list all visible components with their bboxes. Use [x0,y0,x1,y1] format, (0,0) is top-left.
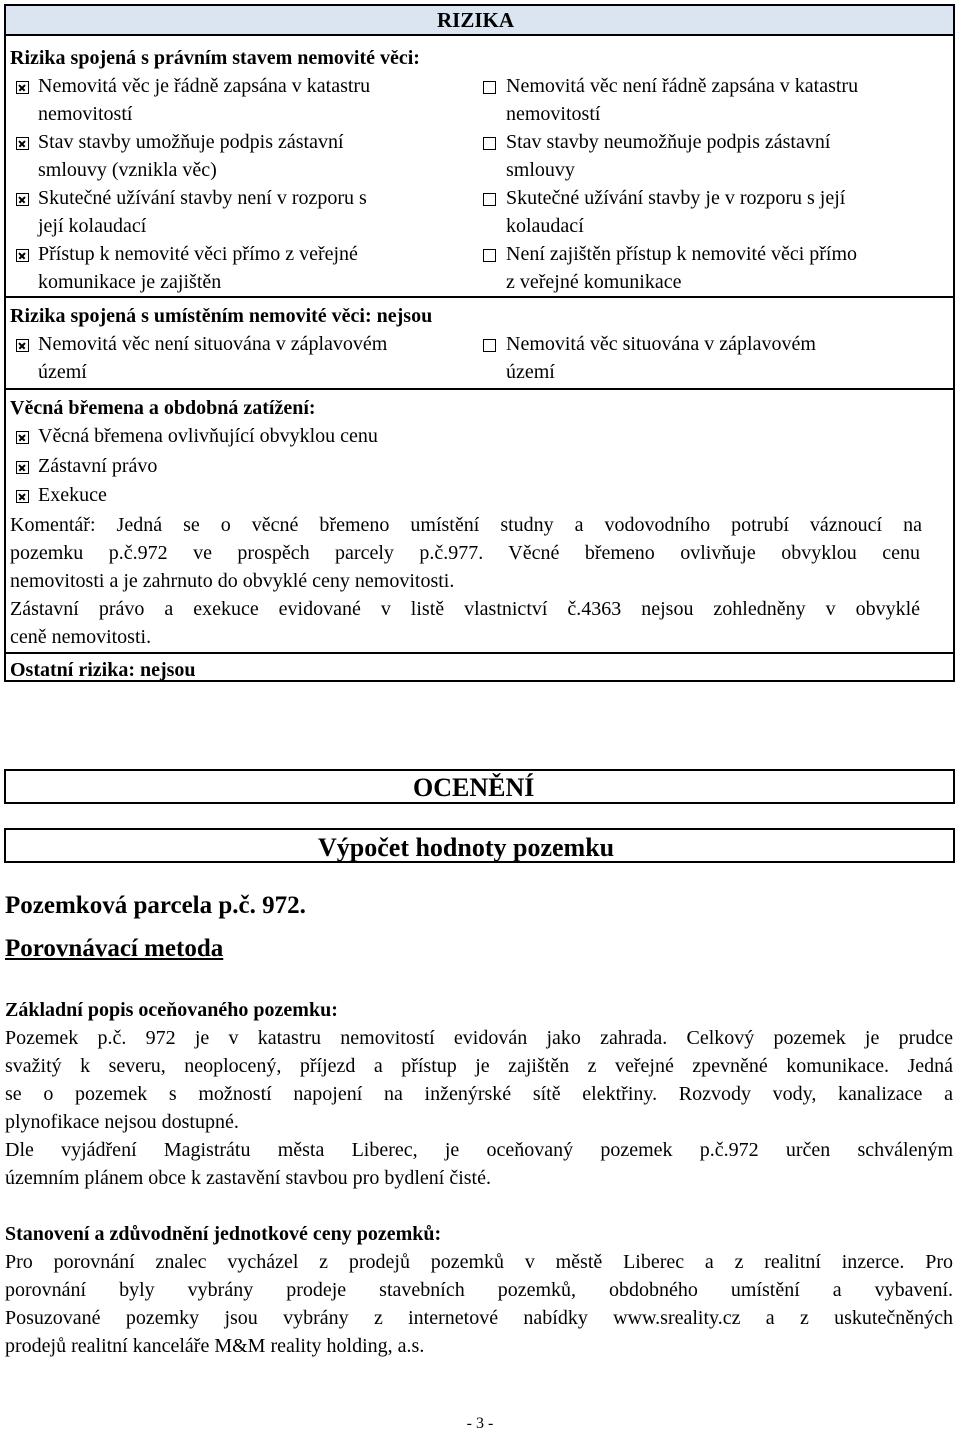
legal-right-item-3-line2: kolaudací [506,215,584,237]
checked-box-icon [16,249,29,262]
basic-line-5: Dle vyjádření Magistrátu města Liberec, je oceňovaný pozemek p.č.972 určen schváleným [5,1139,953,1161]
basic-line-3: se o pozemek s možností napojení na inženýrské sítě elektřiny. Rozvody vody, kanalizace a [5,1083,953,1105]
unchecked-box-icon [483,137,496,150]
valuation-subtitle: Výpočet hodnoty pozemku [318,833,615,862]
unchecked-box-icon [483,339,496,352]
valuation-title-bar [4,769,955,804]
burden-item-1: Věcná břemena ovlivňující obvyklou cenu [38,425,378,447]
checked-box-icon [16,490,29,503]
comment-line-4: Zástavní právo a exekuce evidované v listě vlastnictví č.4363 nejsou zohledněny v obvyklé [10,598,920,620]
basic-description-heading: Základní popis oceňovaného pozemku: [5,999,338,1021]
location-left-line2: území [38,361,87,383]
checked-box-icon [16,81,29,94]
divider [6,652,953,654]
method-title: Porovnávací metoda [5,935,224,962]
legal-left-item-4-line1: Přístup k nemovité věci přímo z veřejné [38,243,358,265]
legal-right-item-4-line2: z veřejné komunikace [506,271,682,293]
price-line-2: porovnání byly vybrány prodeje stavebních pozemků, obdobného umístění a vybavení. [5,1279,953,1301]
legal-left-item-1-line2: nemovitostí [38,103,133,125]
legal-risks-heading: Rizika spojená s právním stavem nemovité věci: [10,47,420,69]
location-left-line1: Nemovitá věc není situována v záplavovém [38,333,388,355]
comment-line-1: Komentář: Jedná se o věcné břemeno umístění studny a vodovodního potrubí váznoucí na [10,514,922,536]
other-risks: Ostatní rizika: nejsou [10,659,196,681]
basic-line-2: svažitý k severu, neoplocený, příjezd a přístup je zajištěn z veřejné zpevněné komunikace. Jedná [5,1055,953,1077]
legal-left-item-1-line1: Nemovitá věc je řádně zapsána v katastru [38,75,371,97]
unchecked-box-icon [483,193,496,206]
price-line-4: prodejů realitní kanceláře M&M reality holding, a.s. [5,1335,425,1357]
comment-line-3: nemovitosti a je zahrnuto do obvyklé ceny nemovitosti. [10,570,455,592]
comment-line-5: ceně nemovitosti. [10,626,152,648]
legal-right-item-2-line2: smlouvy [506,159,575,181]
burdens-heading: Věcná břemena a obdobná zatížení: [10,397,316,419]
legal-left-item-3-line1: Skutečné užívání stavby není v rozporu s [38,187,367,209]
legal-right-item-2-line1: Stav stavby neumožňuje podpis zástavní [506,131,831,153]
legal-left-item-2-line1: Stav stavby umožňuje podpis zástavní [38,131,344,153]
page-number: - 3 - [466,1415,494,1432]
parcel-title: Pozemková parcela p.č. 972. [5,892,306,919]
basic-line-6: územním plánem obce k zastavění stavbou pro bydlení čisté. [5,1167,491,1189]
basic-line-1: Pozemek p.č. 972 je v katastru nemovitostí evidován jako zahrada. Celkový pozemek je prudce [5,1027,953,1049]
legal-right-item-1-line2: nemovitostí [506,103,601,125]
risks-title-bar [6,6,953,36]
location-right-line1: Nemovitá věc situována v záplavovém [506,333,816,355]
unit-price-heading: Stanovení a zdůvodnění jednotkové ceny pozemků: [5,1223,442,1245]
legal-left-item-3-line2: její kolaudací [38,215,147,237]
legal-left-item-4-line2: komunikace je zajištěn [38,271,222,293]
checked-box-icon [16,431,29,444]
location-right-line2: území [506,361,555,383]
burden-item-2: Zástavní právo [38,455,158,477]
divider [6,388,953,390]
divider [6,296,953,298]
comment-line-2: pozemku p.č.972 ve prospěch parcely p.č.977. Věcné břemeno ovlivňuje obvyklou cenu [10,542,920,564]
location-risks-heading: Rizika spojená s umístěním nemovité věci: nejsou [10,305,433,327]
checked-box-icon [16,461,29,474]
checked-box-icon [16,193,29,206]
basic-line-4: plynofikace nejsou dostupné. [5,1111,239,1133]
risks-table [4,4,955,682]
price-line-1: Pro porovnání znalec vycházel z prodejů pozemků v městě Liberec a z realitní inzerce. Pro [5,1251,953,1273]
checked-box-icon [16,137,29,150]
legal-left-item-2-line2: smlouvy (vznikla věc) [38,159,217,181]
price-line-3: Posuzované pozemky jsou vybrány z internetové nabídky www.sreality.cz a z uskutečněných [5,1307,953,1329]
burden-item-3: Exekuce [38,484,107,506]
risks-title: RIZIKA [436,8,515,32]
unchecked-box-icon [483,81,496,94]
unchecked-box-icon [483,249,496,262]
legal-right-item-1-line1: Nemovitá věc není řádně zapsána v katastru [506,75,859,97]
legal-right-item-4-line1: Není zajištěn přístup k nemovité věci přímo [506,243,858,265]
checked-box-icon [16,339,29,352]
valuation-title: OCENĚNÍ [413,773,535,802]
legal-right-item-3-line1: Skutečné užívání stavby je v rozporu s její [506,187,846,209]
valuation-subtitle-bar [4,828,955,863]
